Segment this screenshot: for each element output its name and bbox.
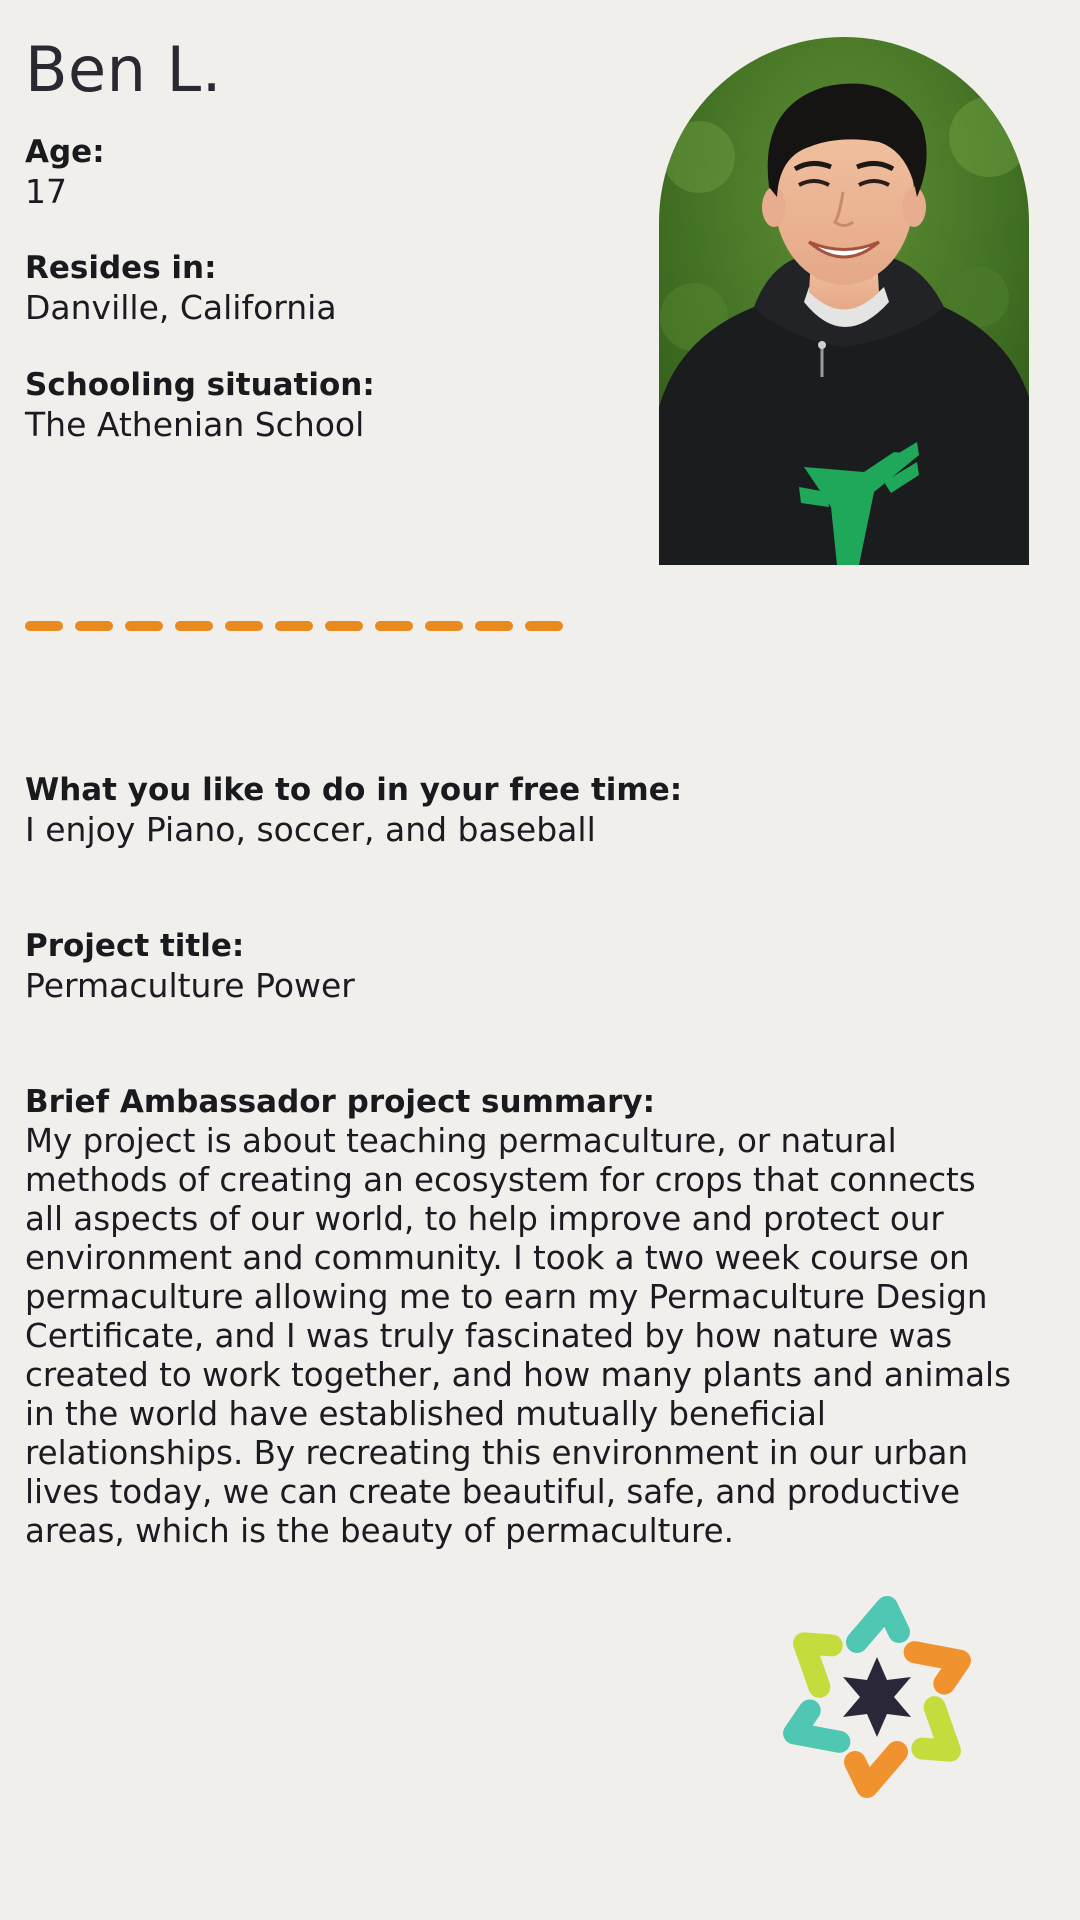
dashed-divider bbox=[25, 620, 565, 632]
school-label: Schooling situation: bbox=[25, 367, 375, 403]
age-value: 17 bbox=[25, 172, 67, 211]
school-value: The Athenian School bbox=[25, 405, 365, 444]
project-summary-field bbox=[25, 1083, 1015, 1551]
free-time-label: What you like to do in your free time: bbox=[25, 772, 683, 808]
free-time-field bbox=[25, 771, 1025, 849]
project-title-field bbox=[25, 927, 1025, 1005]
resides-value: Danville, California bbox=[25, 288, 337, 327]
project-summary-label: Brief Ambassador project summary: bbox=[25, 1084, 655, 1120]
project-title-label: Project title: bbox=[25, 928, 245, 964]
pinwheel-star-logo bbox=[770, 1590, 985, 1805]
profile-name: Ben L. bbox=[25, 33, 222, 106]
age-label: Age: bbox=[25, 134, 105, 170]
project-summary-text: My project is about teaching permaculture, or natural methods of creating an ecosystem for crops that connects all aspects of our world, to help improve and protect our environment and community. I took a two week course on permaculture allowing me to earn my Permaculture Design Certificate, and I was truly fascinated by how nature was created to work together, and how many plants and animals in the world have established mutually beneficial relationships. By recreating this environment in our urban lives today, we can create beautiful, safe, and productive areas, which is the beauty of permaculture. bbox=[25, 1122, 1012, 1550]
portrait-photo bbox=[659, 37, 1029, 565]
resides-label: Resides in: bbox=[25, 250, 217, 286]
free-time-value: I enjoy Piano, soccer, and baseball bbox=[25, 810, 596, 849]
project-title-value: Permaculture Power bbox=[25, 966, 355, 1005]
